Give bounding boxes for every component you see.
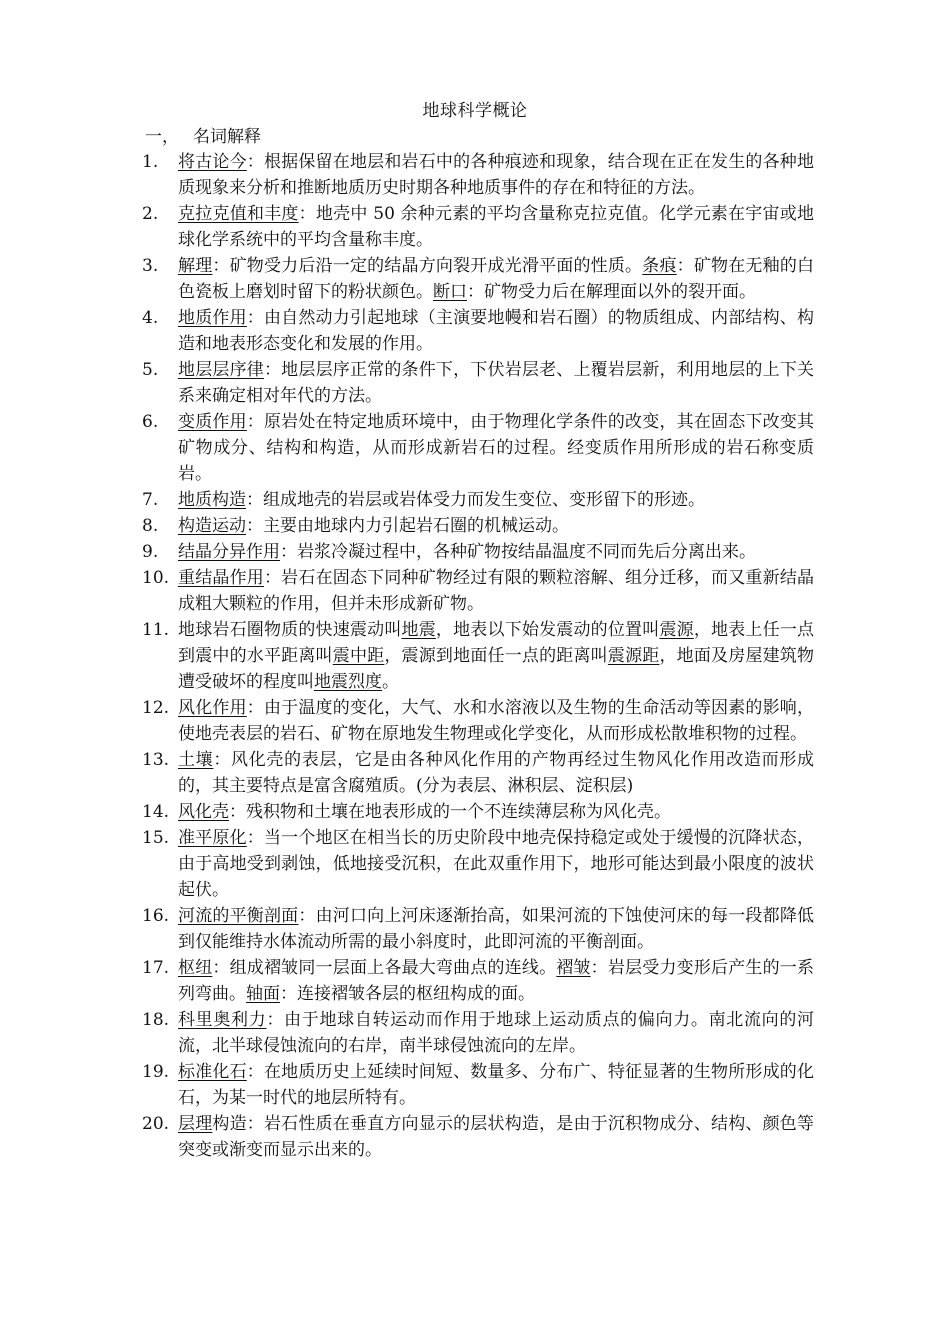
list-item: [142, 1007, 814, 1059]
term-definition: ：由于地球自转运动而作用于地球上运动质点的偏向力。南北流向的河流，北半球侵蚀流向的右岸，南半球侵蚀流向的左岸。: [178, 1010, 815, 1056]
item-number: 4.: [142, 308, 159, 328]
term-name: 枢纽: [178, 958, 213, 978]
term-name: 地层层序律: [178, 360, 264, 380]
item-number: 13.: [142, 750, 170, 770]
list-item: [142, 565, 814, 617]
item-number: 2.: [142, 204, 159, 224]
term-name: 震源距: [607, 646, 660, 666]
term-definition: ：地层层序正常的条件下，下伏岩层老、上覆岩层新，利用地层的上下关系来确定相对年代的方法。: [178, 360, 815, 406]
term-name: 褶皱: [556, 958, 591, 978]
list-item: [142, 201, 814, 253]
section-title: 名词解释: [193, 127, 261, 147]
list-item: [142, 149, 814, 201]
item-number: 15.: [142, 828, 170, 848]
term-definition: ：岩石在固态下同种矿物经过有限的颗粒溶解、组分迁移，而又重新结晶成粗大颗粒的作用，但并未形成新矿物。: [178, 568, 815, 614]
item-number: 8.: [142, 516, 159, 536]
document-title: 地球科学概论: [422, 101, 528, 121]
term-name: 震源: [659, 620, 694, 640]
term-definition: ：矿物受力后在解理面以外的裂开面。: [467, 282, 756, 302]
term-name: 标准化石: [178, 1062, 247, 1082]
term-name: 准平原化: [178, 828, 247, 848]
term-definition: ：残积物和土壤在地表形成的一个不连续薄层称为风化壳。: [229, 802, 671, 822]
list-item: [142, 799, 814, 825]
term-definition: 地球岩石圈物质的快速震动叫: [178, 620, 402, 640]
term-name: 结晶分异作用: [178, 542, 280, 562]
term-name: 地质构造: [178, 490, 246, 510]
item-number: 20.: [142, 1114, 170, 1134]
item-number: 7.: [142, 490, 159, 510]
term-name: 层理: [178, 1114, 213, 1134]
term-definition: ：在地质历史上延续时间短、数量多、分布广、特征显著的生物所形成的化石，为某一时代的地层所特有。: [178, 1062, 815, 1108]
term-definition: ：连接褶皱各层的枢纽构成的面。: [280, 984, 535, 1004]
term-name: 将古论今: [178, 152, 247, 172]
term-name: 科里奥利力: [178, 1010, 267, 1030]
term-definition: ：岩浆冷凝过程中，各种矿物按结晶温度不同而先后分离出来。: [280, 542, 756, 562]
term-definition: 。: [382, 672, 399, 692]
item-number: 1.: [142, 152, 159, 172]
term-definition: ：组成褶皱同一层面上各最大弯曲点的连线。: [212, 958, 557, 978]
item-number: 6.: [142, 412, 159, 432]
term-definition: ：原岩处在特定地质环境中，由于物理化学条件的改变，其在固态下改变其矿物成分、结构和构造，从而形成新岩石的过程。经变质作用所形成的岩石称变质岩。: [178, 412, 815, 484]
list-item: [142, 695, 814, 747]
term-definition: ：矿物在无釉的白色瓷板上磨划时留下的粉状颜色。: [178, 256, 815, 302]
term-definition: ：由河口向上河床逐渐抬高，如果河流的下蚀使河床的每一段都降低到仅能维持水体流动所需的最小斜度时，此即河流的平衡剖面。: [178, 906, 815, 952]
list-item: [142, 617, 814, 695]
term-name: 风化作用: [178, 698, 247, 718]
term-definition: ，地面及房屋建筑物遭受破坏的程度叫: [178, 646, 815, 692]
item-number: 18.: [142, 1010, 170, 1030]
term-name: 土壤: [178, 750, 214, 770]
term-definition: 构造：岩石性质在垂直方向显示的层状构造，是由于沉积物成分、结构、颜色等突变或渐变而显示出来的。: [178, 1114, 815, 1160]
list-item: [142, 409, 814, 487]
item-number: 11.: [142, 620, 170, 640]
term-definition: ：由自然动力引起地球（主演要地幔和岩石圈）的物质组成、内部结构、构造和地表形态变化和发展的作用。: [178, 308, 815, 354]
term-name: 重结晶作用: [178, 568, 264, 588]
term-definition: ，地表上任一点到震中的水平距离叫: [178, 620, 815, 666]
term-definition: ：根据保留在地层和岩石中的各种痕迹和现象，结合现在正在发生的各种地质现象来分析和推断地质历史时期各种地质事件的存在和特征的方法。: [178, 152, 815, 198]
term-definition-list: [142, 149, 814, 1163]
term-name: 构造运动: [178, 516, 246, 536]
term-name: 克拉克值和丰度: [178, 204, 299, 224]
term-name: 河流的平衡剖面: [178, 906, 299, 926]
term-name: 地质作用: [178, 308, 247, 328]
term-name: 地震烈度: [314, 672, 382, 692]
term-name: 断口: [433, 282, 467, 302]
list-item: [142, 747, 814, 799]
item-number: 3.: [142, 256, 159, 276]
item-number: 14.: [142, 802, 170, 822]
list-item: [142, 903, 814, 955]
term-definition: ：矿物受力后沿一定的结晶方向裂开成光滑平面的性质。: [212, 256, 643, 276]
term-name: 轴面: [246, 984, 280, 1004]
list-item: [142, 305, 814, 357]
term-definition: ：岩层受力变形后产生的一系列弯曲。: [178, 958, 815, 1004]
list-item: [142, 825, 814, 903]
item-number: 19.: [142, 1062, 170, 1082]
list-item: [142, 1059, 814, 1111]
term-definition: ：地壳中 50 余种元素的平均含量称克拉克值。化学元素在宇宙或地球化学系统中的平均含量称丰度。: [178, 204, 814, 250]
list-item: [142, 487, 814, 513]
term-name: 变质作用: [178, 412, 247, 432]
term-name: 地震: [401, 620, 436, 640]
list-item: [142, 253, 814, 305]
section-number: 一，: [145, 127, 179, 147]
term-name: 条痕: [642, 256, 677, 276]
list-item: [142, 1111, 814, 1163]
list-item: [142, 955, 814, 1007]
section-heading: [145, 124, 261, 150]
term-definition: ：由于温度的变化，大气、水和水溶液以及生物的生命活动等因素的影响，使地壳表层的岩石、矿物在原地发生物理或化学变化，从而形成松散堆积物的过程。: [178, 698, 815, 744]
term-definition: ：风化壳的表层，它是由各种风化作用的产物再经过生物风化作用改造而形成的，其主要特点是富含腐殖质。(分为表层、淋积层、淀积层): [178, 750, 815, 796]
term-name: 震中距: [332, 646, 385, 666]
item-number: 10.: [142, 568, 170, 588]
item-number: 17.: [142, 958, 170, 978]
item-number: 5.: [142, 360, 159, 380]
term-name: 风化壳: [178, 802, 229, 822]
term-definition: ：当一个地区在相当长的历史阶段中地壳保持稳定或处于缓慢的沉降状态，由于高地受到剥蚀，低地接受沉积，在此双重作用下，地形可能达到最小限度的波状起伏。: [178, 828, 815, 900]
list-item: [142, 513, 814, 539]
item-number: 16.: [142, 906, 170, 926]
item-number: 9.: [142, 542, 159, 562]
term-definition: ：主要由地球内力引起岩石圈的机械运动。: [246, 516, 569, 536]
list-item: [142, 539, 814, 565]
term-definition: ，地表以下始发震动的位置叫: [435, 620, 660, 640]
item-number: 12.: [142, 698, 170, 718]
list-item: [142, 357, 814, 409]
term-definition: ，震源到地面任一点的距离叫: [384, 646, 608, 666]
term-name: 解理: [178, 256, 213, 276]
term-definition: ：组成地壳的岩层或岩体受力而发生变位、变形留下的形迹。: [246, 490, 705, 510]
